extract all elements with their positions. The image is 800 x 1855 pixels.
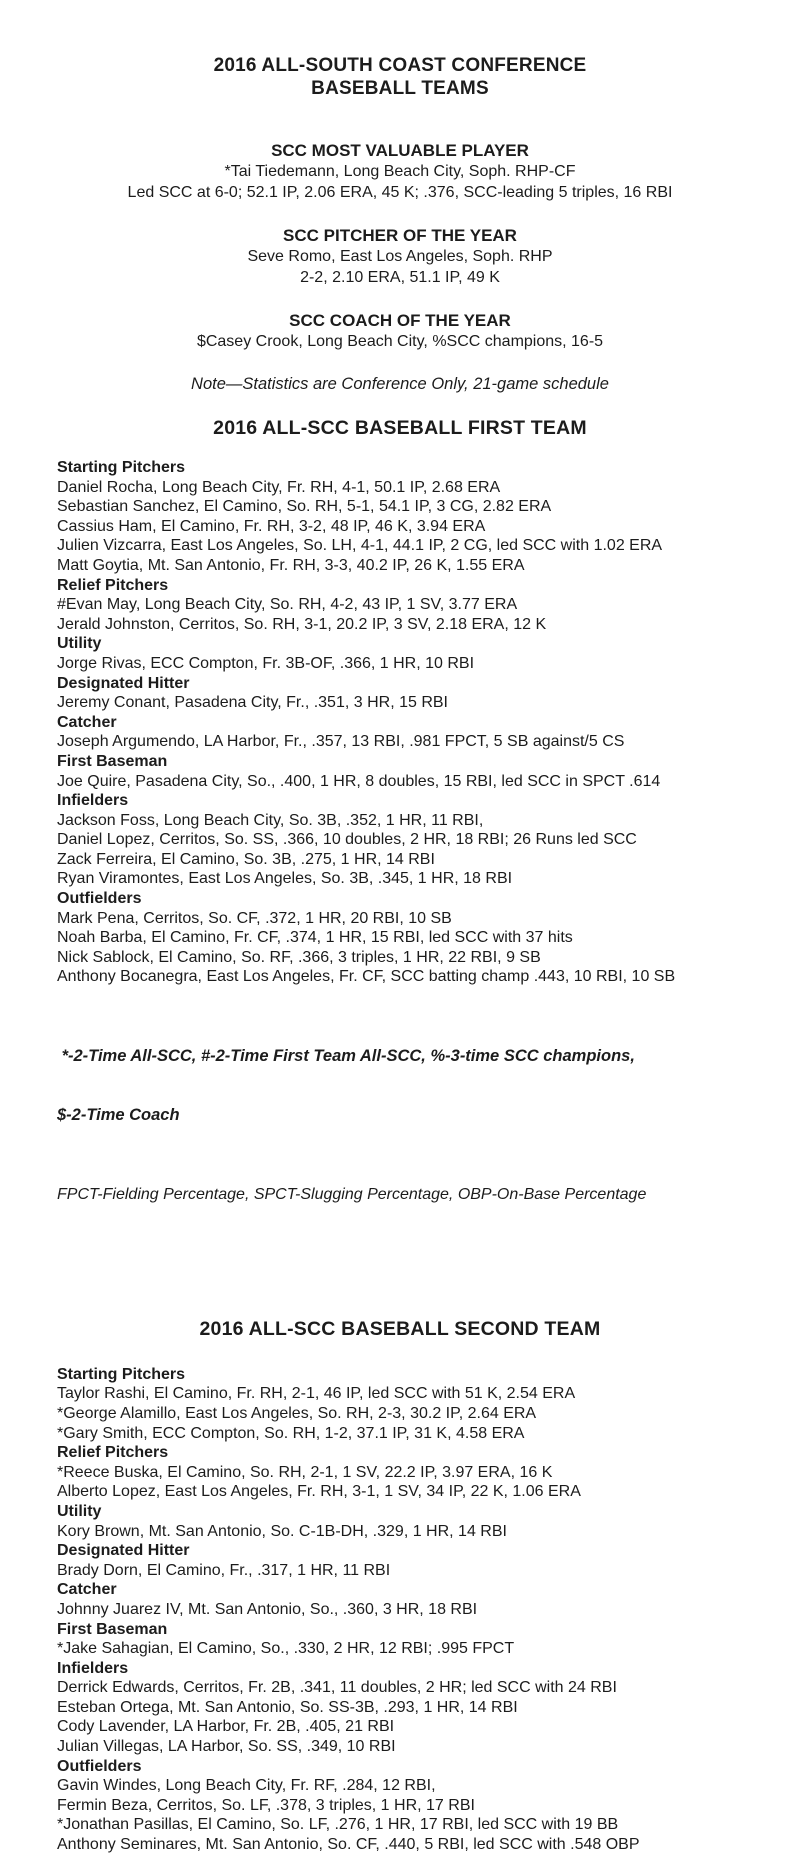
player-line: Mark Pena, Cerritos, So. CF, .372, 1 HR, 20 RBI, 10 SB (57, 909, 452, 927)
award-line: 2-2, 2.10 ERA, 51.1 IP, 49 K (300, 269, 500, 286)
title-line-2: BASEBALL TEAMS (311, 78, 489, 99)
player-line: Jackson Foss, Long Beach City, So. 3B, .352, 1 HR, 11 RBI, (57, 811, 484, 829)
award-pitcher-of-year (57, 225, 743, 288)
player-line: Anthony Seminares, Mt. San Antonio, So. CF, .440, 5 RBI, led SCC with .548 OBP (57, 1836, 640, 1854)
player-line: Alberto Lopez, East Los Angeles, Fr. RH, 3-1, 1 SV, 34 IP, 22 K, 1.06 ERA (57, 1483, 581, 1501)
position-header: Outfielders (57, 1757, 142, 1775)
award-line: Led SCC at 6-0; 52.1 IP, 2.06 ERA, 45 K; .376, SCC-leading 5 triples, 16 RBI (127, 184, 673, 201)
position-header: Relief Pitchers (57, 576, 169, 594)
legend-line-1: *-2-Time All-SCC, #-2-Time First Team All-SCC, %-3-time SCC champions, (57, 1047, 635, 1066)
position-header: Relief Pitchers (57, 1444, 169, 1462)
second-team-heading: 2016 ALL-SCC BASEBALL SECOND TEAM (199, 1317, 601, 1340)
position-header: Utility (57, 1502, 102, 1520)
player-line: #Evan May, Long Beach City, So. RH, 4-2, 43 IP, 1 SV, 3.77 ERA (57, 596, 518, 614)
player-line: *Reece Buska, El Camino, So. RH, 2-1, 1 SV, 22.2 IP, 3.97 ERA, 16 K (57, 1463, 553, 1481)
award-mvp-lines (57, 161, 743, 203)
player-line: Joseph Argumendo, LA Harbor, Fr., .357, 13 RBI, .981 FPCT, 5 SB against/5 CS (57, 733, 625, 751)
player-line: Jerald Johnston, Cerritos, So. RH, 3-1, 20.2 IP, 3 SV, 2.18 ERA, 12 K (57, 615, 547, 633)
abbreviations-line: FPCT-Fielding Percentage, SPCT-Slugging Percentage, OBP-On-Base Percentage (57, 1185, 647, 1203)
player-line: Johnny Juarez IV, Mt. San Antonio, So., .360, 3 HR, 18 RBI (57, 1600, 478, 1618)
player-line: *George Alamillo, East Los Angeles, So. RH, 2-3, 30.2 IP, 2.64 ERA (57, 1404, 537, 1422)
player-line: Joe Quire, Pasadena City, So., .400, 1 HR, 8 doubles, 15 RBI, led SCC in SPCT .614 (57, 772, 661, 790)
position-header: Designated Hitter (57, 674, 190, 692)
position-header: First Baseman (57, 1620, 168, 1638)
second-team-list (57, 1365, 743, 1855)
award-line: $Casey Crook, Long Beach City, %SCC champions, 16-5 (196, 333, 604, 350)
title-line-1: 2016 ALL-SOUTH COAST CONFERENCE (213, 55, 587, 76)
player-line: Gavin Windes, Long Beach City, Fr. RF, .284, 12 RBI, (57, 1777, 436, 1795)
award-line: *Tai Tiedemann, Long Beach City, Soph. RHP-CF (224, 163, 576, 180)
legend-line-2: $-2-Time Coach (57, 1106, 180, 1124)
position-header: Starting Pitchers (57, 459, 186, 476)
player-line: Jeremy Conant, Pasadena City, Fr., .351, 3 HR, 15 RBI (57, 694, 448, 712)
award-coach-lines (57, 331, 743, 352)
position-header: Infielders (57, 1659, 129, 1677)
player-line: Daniel Rocha, Long Beach City, Fr. RH, 4-1, 50.1 IP, 2.68 ERA (57, 478, 501, 496)
note-line: Note—Statistics are Conference Only, 21-game schedule (191, 375, 609, 393)
award-mvp (57, 140, 743, 203)
player-line: Esteban Ortega, Mt. San Antonio, So. SS-3B, .293, 1 HR, 14 RBI (57, 1698, 518, 1716)
document-title (57, 54, 743, 100)
first-team-heading: 2016 ALL-SCC BASEBALL FIRST TEAM (213, 417, 587, 439)
player-line: Noah Barba, El Camino, Fr. CF, .374, 1 HR, 15 RBI, led SCC with 37 hits (57, 929, 573, 947)
award-line: Seve Romo, East Los Angeles, Soph. RHP (247, 248, 553, 265)
player-line: Ryan Viramontes, East Los Angeles, So. 3B, .345, 1 HR, 18 RBI (57, 870, 513, 888)
player-line: Matt Goytia, Mt. San Antonio, Fr. RH, 3-3, 40.2 IP, 26 K, 1.55 ERA (57, 556, 525, 574)
player-line: Anthony Bocanegra, East Los Angeles, Fr. CF, SCC batting champ .443, 10 RBI, 10 SB (57, 968, 676, 986)
player-line: Fermin Beza, Cerritos, So. LF, .378, 3 triples, 1 HR, 17 RBI (57, 1796, 475, 1814)
position-header: Starting Pitchers (57, 1365, 186, 1383)
player-line: Brady Dorn, El Camino, Fr., .317, 1 HR, 11 RBI (57, 1561, 391, 1579)
legend (57, 1008, 743, 1165)
player-line: Zack Ferreira, El Camino, So. 3B, .275, 1 HR, 14 RBI (57, 850, 435, 868)
award-coach-heading: SCC COACH OF THE YEAR (289, 311, 511, 330)
position-header: Designated Hitter (57, 1542, 190, 1560)
player-line: Jorge Rivas, ECC Compton, Fr. 3B-OF, .366, 1 HR, 10 RBI (57, 654, 475, 672)
player-line: Derrick Edwards, Cerritos, Fr. 2B, .341, 11 doubles, 2 HR; led SCC with 24 RBI (57, 1679, 617, 1697)
player-line: Cassius Ham, El Camino, Fr. RH, 3-2, 48 IP, 46 K, 3.94 ERA (57, 517, 486, 535)
award-mvp-heading: SCC MOST VALUABLE PLAYER (271, 141, 529, 160)
position-header: Infielders (57, 792, 129, 810)
player-line: Daniel Lopez, Cerritos, So. SS, .366, 10 doubles, 2 HR, 18 RBI; 26 Runs led SCC (57, 831, 637, 849)
player-line: *Jake Sahagian, El Camino, So., .330, 2 HR, 12 RBI; .995 FPCT (57, 1640, 515, 1658)
position-header: Catcher (57, 713, 117, 731)
position-header: Utility (57, 635, 102, 653)
player-line: Julien Vizcarra, East Los Angeles, So. LH, 4-1, 44.1 IP, 2 CG, led SCC with 1.02 ERA (57, 537, 663, 555)
player-line: Kory Brown, Mt. San Antonio, So. C-1B-DH, .329, 1 HR, 14 RBI (57, 1522, 507, 1540)
player-line: Cody Lavender, LA Harbor, Fr. 2B, .405, 21 RBI (57, 1718, 395, 1736)
player-line: *Jonathan Pasillas, El Camino, So. LF, .276, 1 HR, 17 RBI, led SCC with 19 BB (57, 1816, 619, 1834)
position-header: First Baseman (57, 752, 168, 770)
award-coach-of-year (57, 310, 743, 352)
player-line: Sebastian Sanchez, El Camino, So. RH, 5-1, 54.1 IP, 3 CG, 2.82 ERA (57, 498, 552, 516)
position-header: Catcher (57, 1581, 117, 1599)
position-header: Outfielders (57, 890, 142, 908)
first-team-list (57, 458, 743, 987)
player-line: Taylor Rashi, El Camino, Fr. RH, 2-1, 46 IP, led SCC with 51 K, 2.54 ERA (57, 1385, 576, 1403)
player-line: Julian Villegas, LA Harbor, So. SS, .349, 10 RBI (57, 1738, 396, 1756)
player-line: *Gary Smith, ECC Compton, So. RH, 1-2, 37.1 IP, 31 K, 4.58 ERA (57, 1424, 525, 1442)
player-line: Nick Sablock, El Camino, So. RF, .366, 3 triples, 1 HR, 22 RBI, 9 SB (57, 948, 541, 966)
award-pitcher-heading: SCC PITCHER OF THE YEAR (283, 226, 517, 245)
award-pitcher-lines (57, 246, 743, 288)
